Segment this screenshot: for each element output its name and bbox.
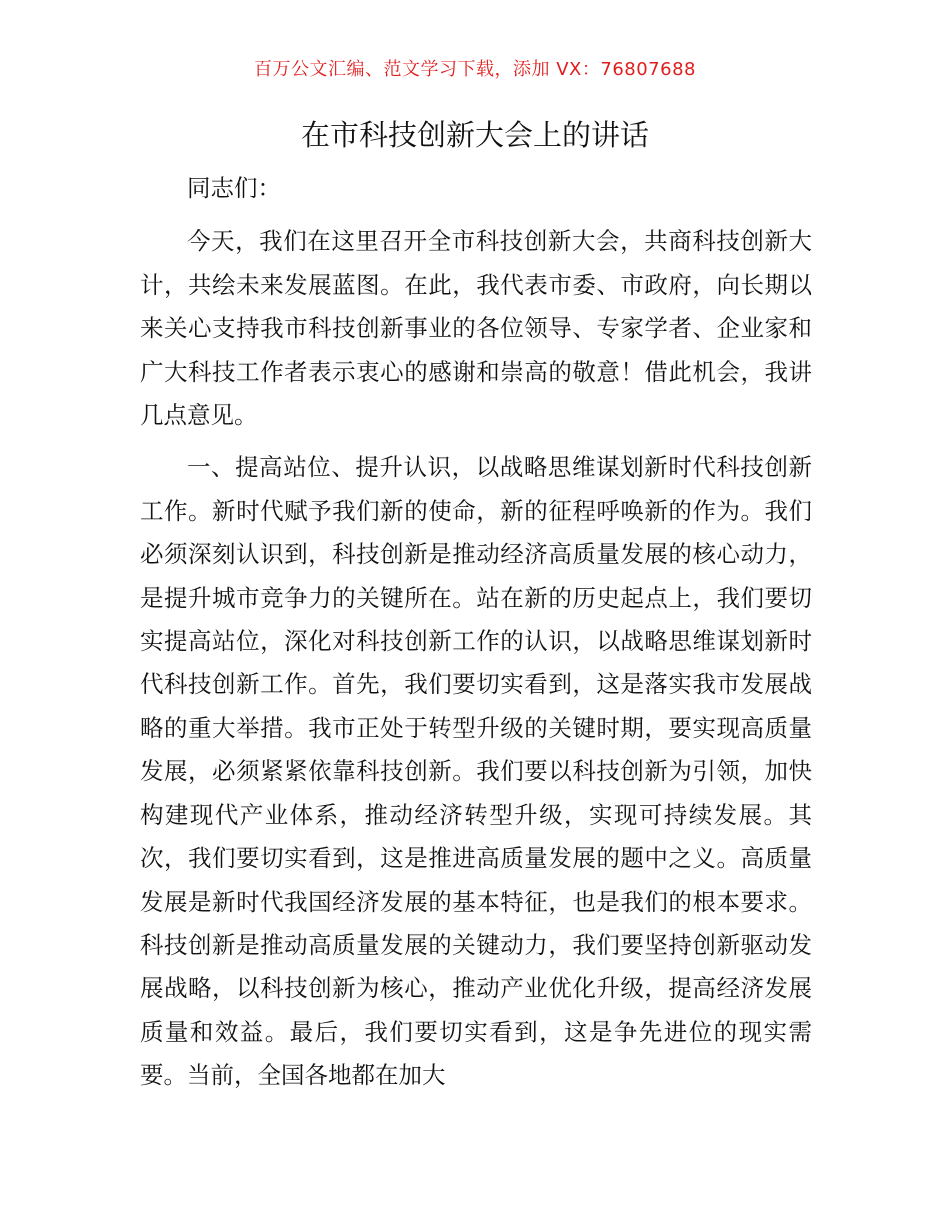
greeting: 同志们： (187, 174, 281, 202)
paragraph-section-one: 一、提高站位、提升认识，以战略思维谋划新时代科技创新工作。新时代赋予我们新的使命，新的征程呼唤新的作为。我们必须深刻认识到，科技创新是推动经济高质量发展的核心动力，是提升城市竞争力的关键所在。站在新的历史起点上，我们要切实提高站位，深化对科技创新工作的认识，以战略思维谋划新时代科技创新工作。首先，我们要切实看到，这是落实我市发展战略的重大举措。我市正处于转型升级的关键时期，要实现高质量发展，必须紧紧依靠科技创新。我们要以科技创新为引领，加快构建现代产业体系，推动经济转型升级，实现可持续发展。其次，我们要切实看到，这是推进高质量发展的题中之义。高质量发展是新时代我国经济发展的基本特征，也是我们的根本要求。科技创新是推动高质量发展的关键动力，我们要坚持创新驱动发展战略，以科技创新为核心，推动产业优化升级，提高经济发展质量和效益。最后，我们要切实看到，这是争先进位的现实需要。当前，全国各地都在加大 (140, 453, 812, 1090)
paragraph-opening: 今天，我们在这里召开全市科技创新大会，共商科技创新大计，共绘未来发展蓝图。在此，我代表市委、市政府，向长期以来关心支持我市科技创新事业的各位领导、专家学者、企业家和广大科技工作者表示衷心的感谢和崇高的敬意！借此机会，我讲几点意见。 (140, 227, 812, 430)
watermark-banner: 百万公文汇编、范文学习下载，添加 VX：76807688 (254, 59, 696, 80)
document-body (140, 167, 812, 1107)
document-title: 在市科技创新大会上的讲话 (300, 118, 649, 152)
